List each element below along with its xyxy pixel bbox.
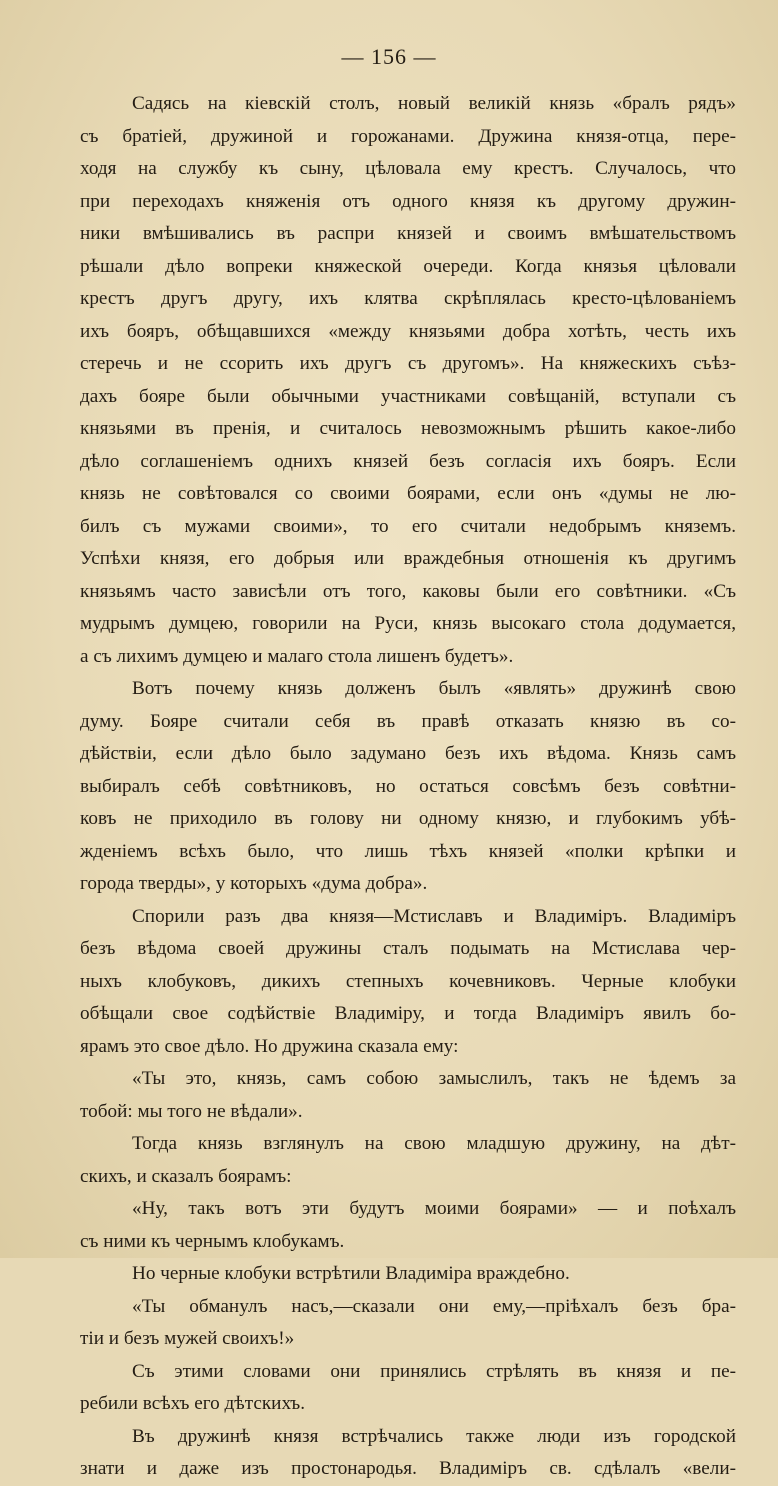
text-line: ходя на службу къ сыну, цѣловала ему крестъ. Случалось, что — [80, 158, 736, 179]
text-line: ярамъ это свое дѣло. Но дружина сказала ему: — [80, 1035, 459, 1057]
text-line: ныхъ клобуковъ, дикихъ степныхъ кочевниковъ. Черные клобуки — [80, 970, 736, 992]
text-line: Спорили разъ два князя—Мстиславъ и Владиміръ. Владиміръ — [132, 905, 736, 927]
text-line: съ братіей, дружиной и горожанами. Дружина князя-отца, пере- — [80, 125, 736, 147]
text-line: Съ этими словами они принялись стрѣлять въ князя и пе- — [132, 1360, 736, 1382]
text-line: ковъ не приходило въ голову ни одному князю, и глубокимъ убѣ- — [80, 808, 736, 829]
text-line: князь не совѣтовался со своими боярами, если онъ «думы не лю- — [80, 483, 736, 504]
text-line: Вотъ почему князь долженъ былъ «являть» дружинѣ свою — [132, 678, 736, 699]
text-line: а съ лихимъ думцею и малаго стола лишенъ будетъ». — [80, 645, 514, 667]
text-line: «Ты это, князь, самъ собою замыслилъ, такъ не ѣдемъ за — [132, 1068, 736, 1089]
text-line: безъ вѣдома своей дружины сталъ подымать на Мстислава чер- — [80, 938, 736, 959]
text-line: ребили всѣхъ его дѣтскихъ. — [80, 1393, 306, 1414]
text-line: выбиралъ себѣ совѣтниковъ, но остаться совсѣмъ безъ совѣтни- — [80, 775, 736, 797]
text-line: города тверды», у которыхъ «дума добра». — [80, 873, 428, 894]
text-line: думу. Бояре считали себя въ правѣ отказать князю въ со- — [80, 710, 736, 732]
text-line: при переходахъ княженія отъ одного князя къ другому дружин- — [80, 190, 736, 212]
text-line: тіи и безъ мужей своихъ!» — [80, 1328, 295, 1349]
page-number: — 156 — — [341, 44, 437, 69]
text-line: стеречь и не ссорить ихъ другъ съ другомъ». На княжескихъ съѣз- — [80, 353, 736, 374]
text-line: князьямъ часто зависѣли отъ того, каковы были его совѣтники. «Съ — [80, 580, 736, 602]
body-text — [80, 88, 736, 1486]
text-line: дахъ бояре были обычными участниками совѣщаній, вступали съ — [80, 385, 736, 407]
text-line: съ ними къ чернымъ клобукамъ. — [80, 1230, 345, 1252]
text-line: Тогда князь взглянулъ на свою младшую дружину, на дѣт- — [132, 1133, 736, 1154]
text-line: знати и даже изъ простонародья. Владиміръ св. сдѣлалъ «вели- — [80, 1458, 736, 1479]
text-line: мудрымъ думцею, говорили на Руси, князь высокаго стола додумается, — [80, 613, 736, 634]
text-line: «Ну, такъ вотъ эти будутъ моими боярами» — и поѣхалъ — [132, 1198, 736, 1219]
text-line: крестъ другъ другу, ихъ клятва скрѣплялась кресто-цѣлованіемъ — [80, 288, 736, 309]
text-line: ники вмѣшивались въ распри князей и своимъ вмѣшательствомъ — [80, 223, 736, 244]
text-line: Успѣхи князя, его добрыя или враждебныя отношенія къ другимъ — [80, 548, 736, 569]
text-line: дѣйствіи, если дѣло было задумано безъ ихъ вѣдома. Князь самъ — [80, 743, 736, 764]
text-line: ихъ бояръ, обѣщавшихся «между князьями добра хотѣть, честь ихъ — [80, 320, 736, 342]
text-line: жденіемъ всѣхъ было, что лишь тѣхъ князей «полки крѣпки и — [80, 840, 736, 862]
text-line: рѣшали дѣло вопреки княжеской очереди. Когда князья цѣловали — [80, 255, 736, 277]
text-line: «Ты обманулъ насъ,—сказали они ему,—пріѣхалъ безъ бра- — [132, 1295, 736, 1317]
text-line: Но черные клобуки встрѣтили Владиміра враждебно. — [132, 1263, 570, 1284]
text-line: Въ дружинѣ князя встрѣчались также люди изъ городской — [132, 1425, 736, 1447]
text-line: скихъ, и сказалъ боярамъ: — [80, 1165, 292, 1187]
text-line: билъ съ мужами своими», то его считали недобрымъ княземъ. — [80, 515, 736, 537]
text-line: дѣло соглашеніемъ однихъ князей безъ согласія ихъ бояръ. Если — [80, 450, 736, 472]
text-line: князьями въ пренія, и считалось невозможнымъ рѣшить какое-либо — [80, 418, 736, 439]
text-line: тобой: мы того не вѣдали». — [80, 1100, 303, 1122]
text-line: обѣщали свое содѣйствіе Владиміру, и тогда Владиміръ явилъ бо- — [80, 1003, 736, 1024]
text-line: Садясь на кіевскій столъ, новый великій князь «бралъ рядъ» — [132, 93, 736, 114]
